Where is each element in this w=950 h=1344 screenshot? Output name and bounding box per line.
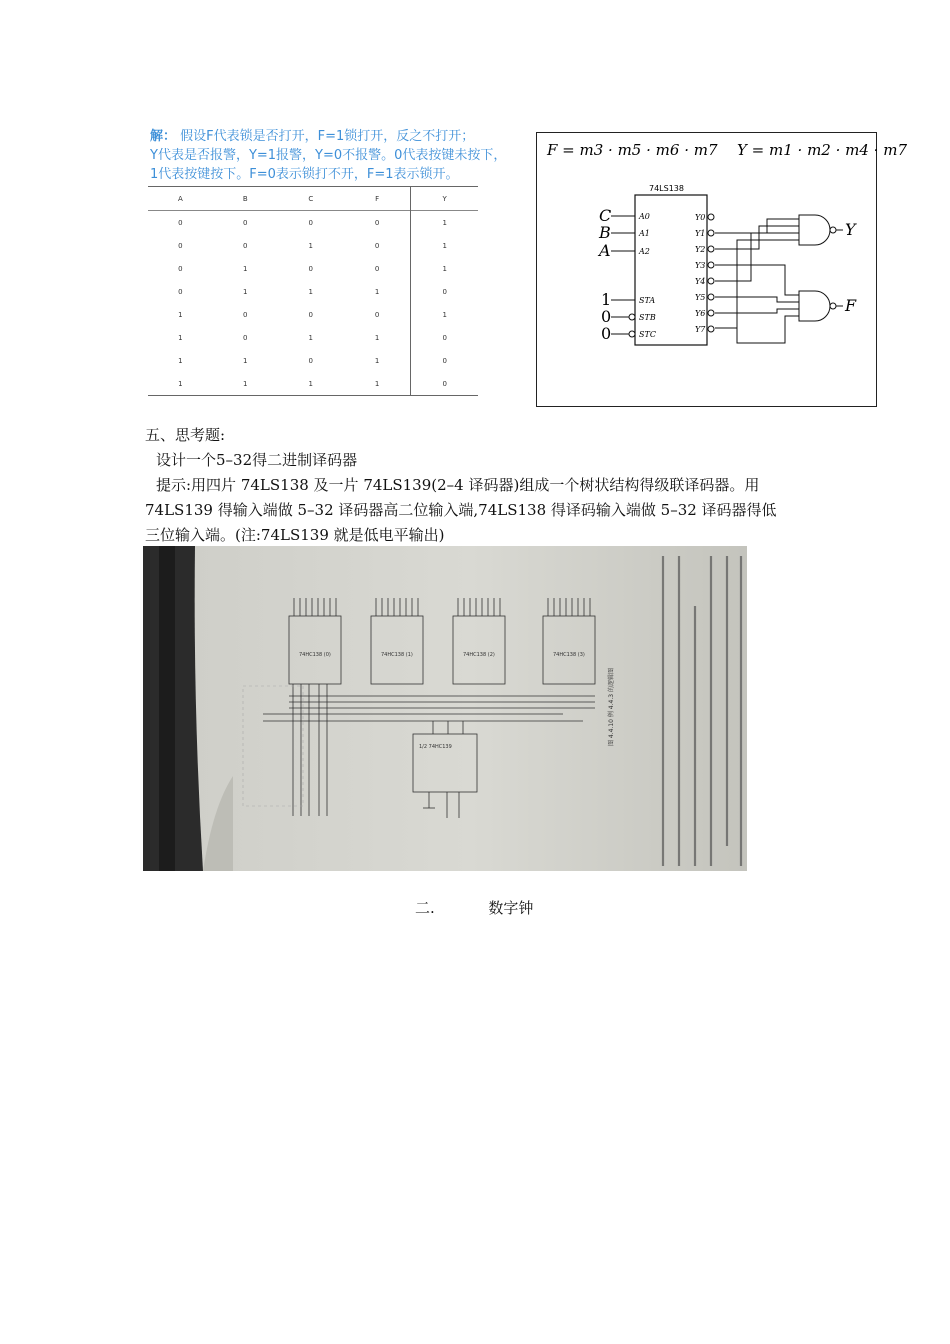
pin-stc: STC [639, 330, 656, 339]
next-section-number: 二. [415, 899, 435, 917]
output-label: Y7 [695, 325, 706, 334]
pin-a1: A1 [639, 229, 650, 238]
table-cell: 0 [411, 280, 478, 303]
input-c: C [599, 206, 612, 225]
table-cell: 0 [374, 218, 380, 227]
table-cell: 0 [374, 241, 380, 250]
photo-chip-1: 74HC138 (1) [381, 652, 413, 658]
photo-chip-2: 74HC138 (2) [463, 652, 495, 658]
table-cell: 0 [178, 264, 183, 273]
table-row [148, 280, 478, 303]
table-cell: 0 [243, 241, 248, 250]
table-cell: 1 [178, 333, 183, 342]
table-cell: 0 [178, 287, 183, 296]
photo-chip-0: 74HC138 (0) [299, 652, 331, 658]
table-cell: 0 [178, 241, 183, 250]
output-bubble [708, 294, 714, 300]
table-cell: 1 [374, 287, 380, 296]
table-cell: 0 [243, 333, 248, 342]
pin-a0: A0 [639, 212, 650, 221]
col-a: A [177, 194, 183, 203]
formula-f: F = m3 · m5 · m6 · m7 [547, 141, 718, 159]
solution-lead: 解： [150, 129, 177, 144]
table-cell: 0 [308, 356, 313, 365]
table-row [148, 211, 478, 235]
table-cell: 0 [411, 372, 478, 396]
hint-line-2: 74LS139 得输入端做 5–32 译码器高二位输入端,74LS138 得译码输入端做 5–32 译码器得低 [145, 501, 777, 519]
table-cell: 1 [411, 303, 478, 326]
photo-svg [143, 546, 747, 871]
solution-line-2: Y代表是否报警，Y=1报警，Y=0不报警。0代表按键未按下， [150, 148, 507, 163]
output-bubble [708, 230, 714, 236]
table-cell: 1 [243, 264, 248, 273]
pin-stb: STB [639, 313, 656, 322]
table-cell: 1 [243, 287, 248, 296]
table-cell: 1 [411, 211, 478, 235]
circuit-svg [537, 133, 907, 408]
table-cell: 1 [178, 356, 183, 365]
solution-line-3: 1代表按键按下。F=0表示锁打不开，F=1表示锁开。 [150, 167, 459, 182]
table-cell: 0 [374, 264, 380, 273]
table-cell: 0 [411, 349, 478, 372]
textbook-photo [143, 546, 747, 871]
table-row [148, 257, 478, 280]
table-cell: 0 [308, 218, 313, 227]
pin-sta: STA [639, 296, 656, 305]
task-text: 设计一个5–32得二进制译码器 [156, 451, 358, 469]
table-row [148, 234, 478, 257]
gate-output-f: F [845, 296, 857, 315]
table-cell: 1 [148, 372, 213, 396]
table-cell: 1 [243, 356, 248, 365]
table-row [148, 349, 478, 372]
table-cell: 1 [374, 356, 380, 365]
solution-line-1: 解： 假设F代表锁是否打开，F=1锁打开，反之不打开； [150, 129, 475, 144]
table-cell: 1 [411, 257, 478, 280]
formula-y: Y = m1 · m2 · m4 · m7 [737, 141, 907, 159]
table-cell: 0 [411, 326, 478, 349]
table-cell: 0 [178, 218, 183, 227]
table-row [148, 326, 478, 349]
output-label: Y0 [695, 213, 706, 222]
col-c: C [308, 194, 314, 203]
table-cell: 1 [308, 333, 313, 342]
table-cell: 1 [178, 310, 183, 319]
output-bubble [708, 278, 714, 284]
next-section-title: 数字钟 [488, 899, 534, 917]
table-row [148, 303, 478, 326]
output-bubble [708, 214, 714, 220]
output-bubble [708, 246, 714, 252]
gate-output-y: Y [845, 220, 856, 239]
output-bubble [708, 310, 714, 316]
section-title: 五、思考题: [145, 426, 226, 444]
table-cell: 1 [308, 241, 313, 250]
hint-line-3: 三位输入端。(注:74LS139 就是低电平输出) [145, 526, 445, 544]
output-label: Y1 [695, 229, 706, 238]
table-cell: 0 [243, 310, 248, 319]
table-cell: 1 [374, 333, 380, 342]
output-label: Y2 [695, 245, 706, 254]
col-f: F [375, 194, 380, 203]
table-cell: 1 [278, 372, 344, 396]
truth-table-body [148, 211, 478, 396]
output-label: Y6 [695, 309, 706, 318]
enable-value-b: 0 [601, 307, 612, 326]
pin-a2: A2 [639, 247, 650, 256]
enable-value-a: 1 [601, 290, 612, 309]
table-cell: 1 [411, 234, 478, 257]
hint-line-1: 提示:用四片 74LS138 及一片 74LS139(2–4 译码器)组成一个树状结构得级联译码器。用 [156, 476, 760, 494]
table-cell: 0 [374, 310, 380, 319]
truth-table [148, 186, 478, 396]
photo-caption: 图 4.4.10 例 4.4.3 的逻辑图 [608, 668, 615, 746]
output-bubble [708, 262, 714, 268]
table-cell: 1 [344, 372, 411, 396]
table-row [148, 372, 478, 396]
input-b: B [599, 223, 611, 242]
chip-label: 74LS138 [649, 184, 684, 193]
input-a: A [599, 241, 611, 260]
table-cell: 0 [308, 310, 313, 319]
table-cell: 0 [243, 218, 248, 227]
decoder-circuit [536, 132, 907, 407]
table-cell: 1 [213, 372, 278, 396]
table-cell: 0 [308, 264, 313, 273]
enable-value-c: 0 [601, 324, 612, 343]
solution-text [150, 127, 530, 184]
output-label: Y4 [695, 277, 706, 286]
photo-decoder: 1/2 74HC139 [419, 744, 452, 750]
output-label: Y5 [695, 293, 706, 302]
col-b: B [242, 194, 248, 203]
output-bubble [708, 326, 714, 332]
next-section-heading [415, 897, 533, 918]
photo-chip-3: 74HC138 (3) [553, 652, 585, 658]
col-y: Y [411, 187, 478, 211]
table-cell: 1 [308, 287, 313, 296]
output-label: Y3 [695, 261, 706, 270]
